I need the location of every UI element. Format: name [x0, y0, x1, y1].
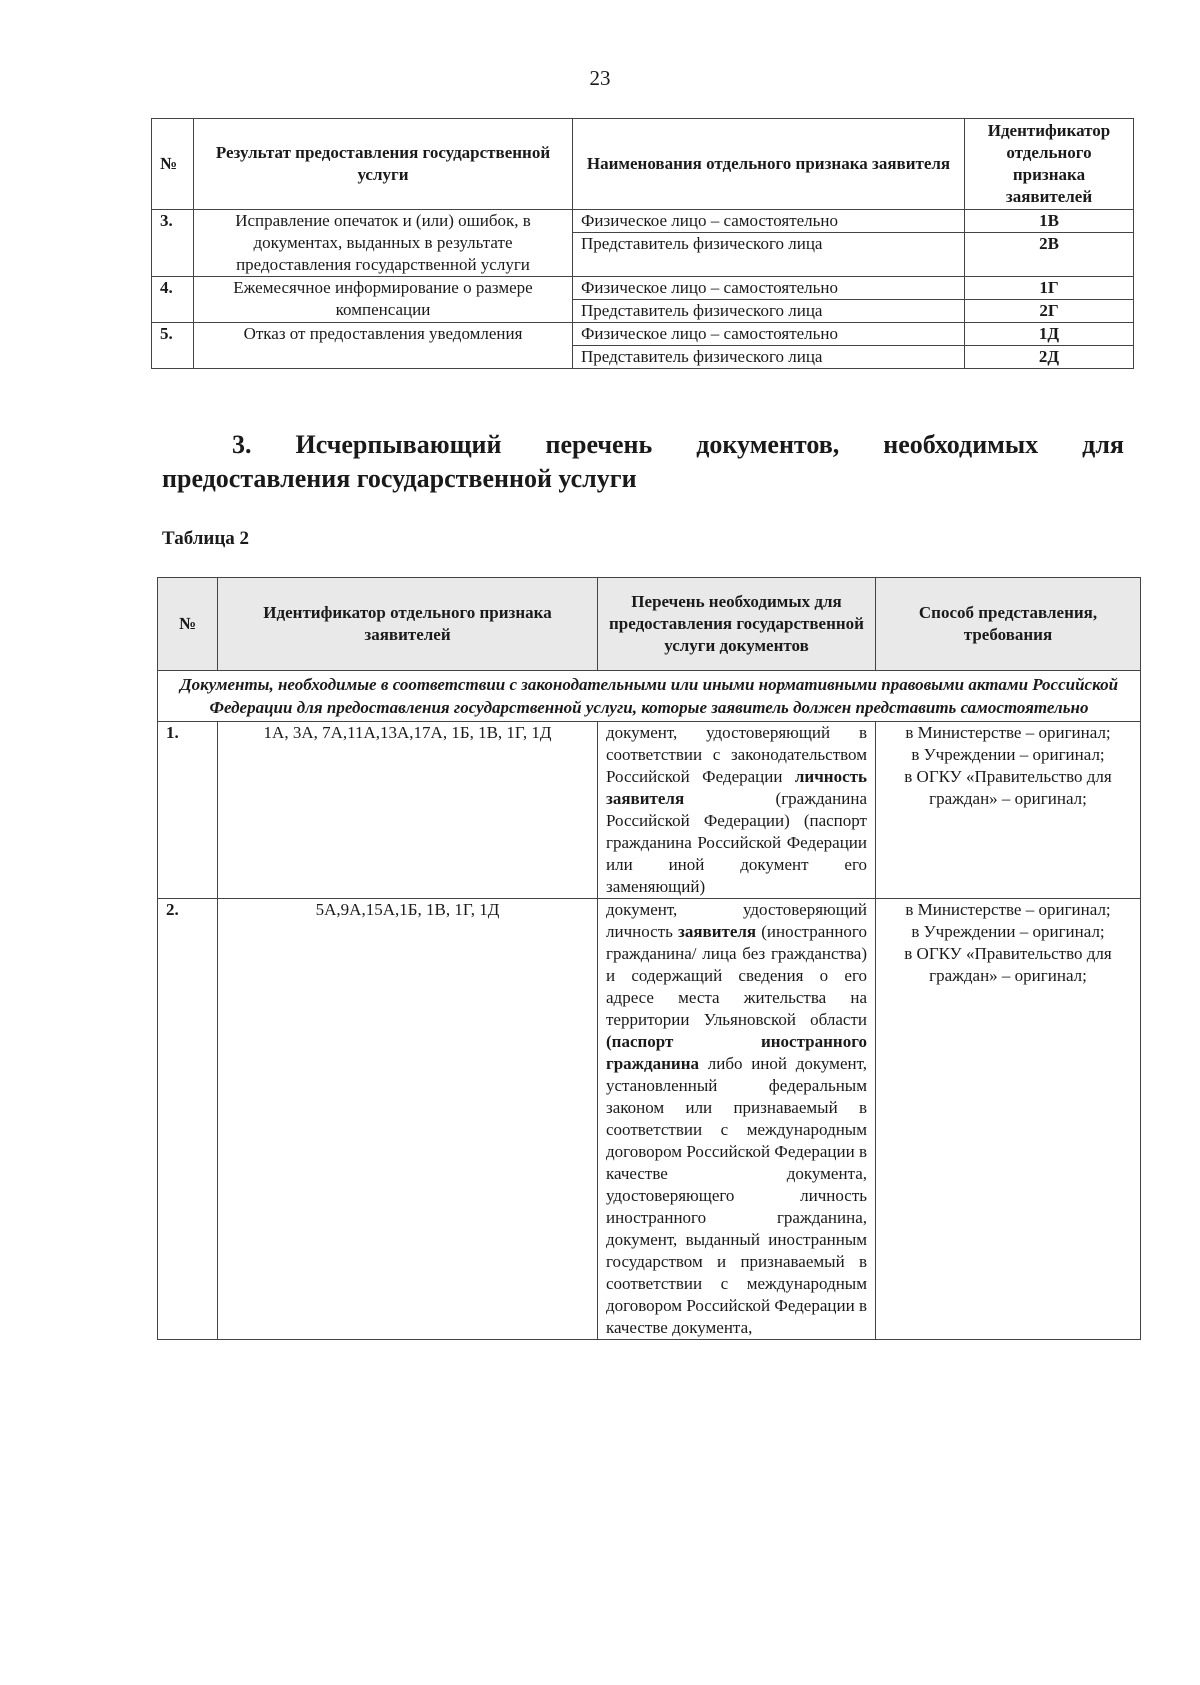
feature-id: 2Д [965, 346, 1134, 369]
section-heading [162, 428, 1124, 496]
row-number: 3. [152, 210, 194, 277]
row-document [598, 899, 876, 1340]
feature-name: Физическое лицо – самостоятельно [573, 323, 965, 346]
row-number: 4. [152, 277, 194, 323]
header-result: Результат предоставления государственной услуги [194, 119, 573, 210]
feature-id: 2В [965, 233, 1134, 277]
doc-text-bold: (паспорт иностранного гражданина [606, 1032, 867, 1073]
heading-word: для [1082, 430, 1124, 459]
feature-id: 1В [965, 210, 1134, 233]
feature-name: Физическое лицо – самостоятельно [573, 210, 965, 233]
table-row [152, 323, 1134, 346]
method-line: в Учреждении – оригинал; [911, 745, 1105, 764]
heading-word: необходимых [883, 430, 1039, 459]
section-heading-line2: предоставления государственной услуги [162, 464, 637, 493]
header-number: № [158, 578, 218, 671]
feature-name: Представитель физического лица [573, 346, 965, 369]
doc-text: (иностранного гражданина/ лица без гражданства) и содержащий сведения о его адресе места жительства на территории Ульяновской области [606, 922, 867, 1029]
row-document [598, 722, 876, 899]
header-feature-ids: Идентификатор отдельного признака заявителей [218, 578, 598, 671]
method-line: в Министерстве – оригинал; [905, 900, 1111, 919]
row-number: 5. [152, 323, 194, 369]
doc-text: (гражданина Российской Федерации) (паспорт гражданина Российской Федерации или иной документ его заменяющий) [606, 789, 867, 896]
method-line: в ОГКУ «Правительство для граждан» – оригинал; [904, 944, 1112, 985]
doc-text: либо иной документ, установленный федеральным законом или признаваемый в соответствии с международным договором Российской Федерации в качестве документа, удостоверяющего личность иностранного гражданина, документ, выданный иностранным государством и признаваемый в соответствии с международным договором Российской Федерации в качестве документа, [606, 1054, 867, 1337]
section-row-text: Документы, необходимые в соответствии с законодательными или иными нормативными правовыми актами Российской Федерации для предоставления государственной услуги, которые заявитель должен представить самостоятельно [158, 671, 1141, 722]
row-submission-method [876, 722, 1141, 899]
heading-word: перечень [545, 430, 653, 459]
heading-word: Исчерпывающий [295, 430, 502, 459]
section-number: 3. [232, 430, 252, 459]
page-number: 23 [589, 66, 611, 90]
method-line: в Министерстве – оригинал; [905, 723, 1111, 742]
row-result: Отказ от предоставления уведомления [194, 323, 573, 369]
doc-text-bold: заявителя [677, 922, 757, 941]
feature-id: 1Д [965, 323, 1134, 346]
method-line: в ОГКУ «Правительство для граждан» – оригинал; [904, 767, 1112, 808]
row-feature-ids: 1А, 3А, 7А,11А,13А,17А, 1Б, 1В, 1Г, 1Д [218, 722, 598, 899]
table-caption: Таблица 2 [162, 528, 250, 549]
doc-text: документ, удостоверяющий в соответствии с законодательством Российской Федерации [606, 723, 867, 786]
heading-word: документов, [696, 430, 840, 459]
table-row [152, 277, 1134, 300]
row-number: 2. [158, 899, 218, 1340]
required-documents-table [157, 577, 1141, 1340]
feature-name: Представитель физического лица [573, 233, 965, 277]
feature-name: Представитель физического лица [573, 300, 965, 323]
table-row [152, 210, 1134, 233]
section-heading-line1 [162, 428, 1124, 462]
header-document-list: Перечень необходимых для предоставления государственной услуги документов [598, 578, 876, 671]
table-row [158, 722, 1141, 899]
table-header-row [152, 119, 1134, 210]
feature-id: 2Г [965, 300, 1134, 323]
feature-id: 1Г [965, 277, 1134, 300]
header-submission-method: Способ представления, требования [876, 578, 1141, 671]
header-feature-id: Идентификатор отдельного признака заявителей [965, 119, 1134, 210]
row-submission-method [876, 899, 1141, 1340]
row-number: 1. [158, 722, 218, 899]
applicant-features-table [151, 118, 1134, 369]
method-line: в Учреждении – оригинал; [911, 922, 1105, 941]
row-feature-ids: 5А,9А,15А,1Б, 1В, 1Г, 1Д [218, 899, 598, 1340]
doc-text-bold: личность заявителя [606, 767, 867, 808]
feature-name: Физическое лицо – самостоятельно [573, 277, 965, 300]
header-number: № [152, 119, 194, 210]
row-result: Ежемесячное информирование о размере компенсации [194, 277, 573, 323]
table-header-row [158, 578, 1141, 671]
section-row [158, 671, 1141, 722]
table-row [158, 899, 1141, 1340]
doc-text: документ, удостоверяющий личность [606, 900, 867, 941]
row-result: Исправление опечаток и (или) ошибок, в документах, выданных в результате предоставления государственной услуги [194, 210, 573, 277]
header-feature-name: Наименования отдельного признака заявителя [573, 119, 965, 210]
